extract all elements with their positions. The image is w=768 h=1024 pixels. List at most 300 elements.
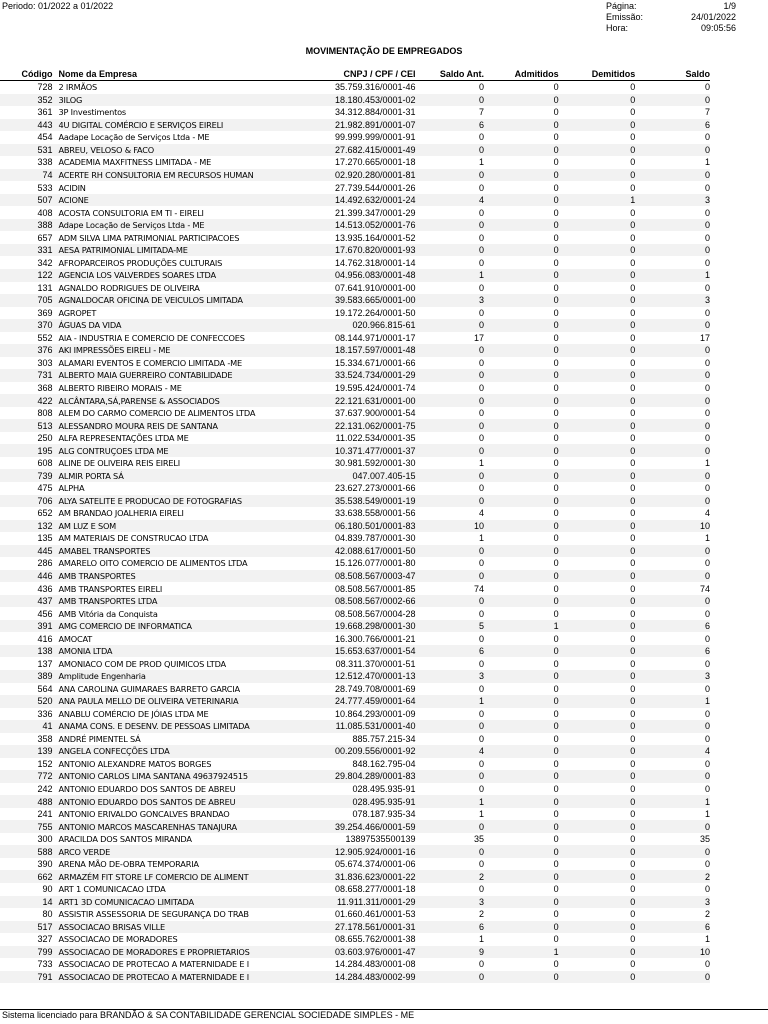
table-row (0, 457, 710, 470)
table-row (0, 294, 710, 307)
cell-code: 137 (37, 658, 53, 669)
cell-prev-balance: 0 (479, 82, 485, 93)
cell-balance: 0 (704, 558, 710, 569)
cell-code: 416 (37, 633, 53, 644)
cell-company: ALINE DE OLIVEIRA REIS EIRELI (58, 458, 180, 469)
table-row (0, 444, 710, 457)
cell-cnpj: 02.920.280/0001-81 (301, 169, 422, 182)
table-row (0, 244, 710, 257)
col-header-company: Nome da Empresa (58, 68, 300, 81)
cell-balance: 0 (704, 408, 710, 419)
cell-code: 739 (0, 469, 58, 482)
cell-balance: 6 (635, 921, 710, 934)
table-body (0, 81, 710, 984)
cell-company: ART 1 COMUNICACAO LTDA (58, 884, 166, 895)
cell-balance: 0 (635, 570, 710, 583)
cell-company: ALYA SATELITE E PRODUCAO DE FOTOGRAFIAS (58, 495, 300, 508)
table-row (0, 708, 710, 721)
cell-code: 388 (0, 219, 58, 232)
cell-code: 195 (0, 444, 58, 457)
cell-dismissed: 0 (630, 508, 636, 519)
cell-dismissed: 0 (559, 896, 636, 909)
cell-code: 361 (37, 107, 53, 118)
cell-prev-balance: 0 (479, 483, 485, 494)
table-row (0, 206, 710, 219)
cell-company: ALMIR PORTA SÁ (58, 469, 300, 482)
cell-prev-balance: 1 (422, 269, 485, 282)
cell-code: 520 (0, 695, 58, 708)
cell-cnpj: 020.966.815-61 (301, 319, 422, 332)
table-row (0, 382, 710, 395)
table-row (0, 369, 710, 382)
table-row (0, 570, 710, 583)
cell-code: 488 (0, 795, 58, 808)
cell-code: 352 (0, 94, 58, 107)
cell-company: AGENCIA LOS VALVERDES SOARES LTDA (58, 269, 300, 282)
cell-cnpj: 078.187.935-34 (352, 809, 416, 820)
cell-prev-balance: 6 (422, 119, 485, 132)
cell-cnpj: 11.911.311/0001-29 (301, 896, 422, 909)
cell-admitted: 0 (484, 921, 559, 934)
table-row (0, 169, 710, 182)
cell-dismissed: 0 (559, 520, 636, 533)
cell-prev-balance: 0 (422, 545, 485, 558)
table-row (0, 219, 710, 232)
cell-prev-balance: 6 (422, 921, 485, 934)
cell-cnpj: 35.759.316/0001-46 (334, 82, 416, 93)
cell-company: 2 IRMÃOS (58, 82, 97, 93)
cell-balance: 0 (704, 859, 710, 870)
cell-prev-balance: 0 (479, 232, 485, 243)
cell-dismissed: 0 (559, 294, 636, 307)
cell-admitted: 1 (484, 946, 559, 959)
table-row (0, 307, 710, 320)
cell-balance: 0 (704, 784, 710, 795)
table-row (0, 582, 710, 595)
cell-company: AM BRANDAO JOALHERIA EIRELI (58, 508, 184, 519)
cell-admitted: 0 (553, 834, 559, 845)
col-header-code: Código (0, 68, 58, 81)
cell-dismissed: 0 (559, 570, 636, 583)
cell-code: 135 (37, 533, 53, 544)
cell-code: 507 (0, 194, 58, 207)
cell-company: ALBERTO MAIA GUERREIRO CONTABILIDADE (58, 369, 300, 382)
cell-prev-balance: 1 (479, 157, 485, 168)
cell-balance: 0 (635, 344, 710, 357)
cell-balance: 0 (704, 383, 710, 394)
cell-admitted: 0 (553, 458, 559, 469)
cell-admitted: 0 (553, 357, 559, 368)
table-row (0, 858, 710, 871)
report-meta (606, 1, 736, 34)
cell-prev-balance: 0 (479, 132, 485, 143)
table-row (0, 870, 710, 883)
cell-prev-balance: 0 (422, 144, 485, 157)
cell-balance: 3 (635, 670, 710, 683)
cell-prev-balance: 0 (479, 959, 485, 970)
cell-admitted: 0 (484, 294, 559, 307)
cell-dismissed: 0 (630, 383, 636, 394)
cell-dismissed: 0 (559, 795, 636, 808)
table-row (0, 432, 710, 445)
cell-balance: 0 (704, 433, 710, 444)
cell-balance: 2 (635, 870, 710, 883)
cell-balance: 0 (635, 219, 710, 232)
cell-company: AM MATERIAIS DE CONSTRUCAO LTDA (58, 533, 209, 544)
cell-prev-balance: 0 (479, 658, 485, 669)
cell-dismissed: 0 (559, 94, 636, 107)
cell-dismissed: 0 (559, 219, 636, 232)
cell-dismissed: 0 (630, 483, 636, 494)
time-value: 09:05:56 (700, 23, 736, 33)
cell-admitted: 0 (553, 483, 559, 494)
cell-code: 336 (37, 708, 53, 719)
cell-prev-balance: 0 (479, 357, 485, 368)
cell-admitted: 0 (553, 959, 559, 970)
cell-code: 74 (0, 169, 58, 182)
cell-company: AESA PATRIMONIAL LIMITADA-ME (58, 244, 300, 257)
cell-code: 475 (37, 483, 53, 494)
cell-prev-balance: 0 (479, 733, 485, 744)
cell-dismissed: 0 (630, 232, 636, 243)
issue-date: 24/01/2022 (690, 12, 736, 22)
cell-balance: 7 (704, 107, 710, 118)
cell-balance: 0 (635, 444, 710, 457)
cell-cnpj: 27.682.415/0001-49 (301, 144, 422, 157)
cell-admitted: 0 (553, 232, 559, 243)
cell-code: 446 (0, 570, 58, 583)
table-row (0, 745, 710, 758)
cell-balance: 1 (704, 809, 710, 820)
table-row (0, 758, 710, 771)
cell-prev-balance: 0 (479, 608, 485, 619)
cell-balance: 0 (635, 720, 710, 733)
cell-prev-balance: 0 (479, 257, 485, 268)
table-row (0, 231, 710, 244)
table-row (0, 131, 710, 144)
cell-dismissed: 0 (630, 784, 636, 795)
cell-admitted: 0 (484, 695, 559, 708)
cell-company: ALEM DO CARMO COMERCIO DE ALIMENTOS LTDA (58, 408, 256, 419)
cell-prev-balance: 10 (422, 520, 485, 533)
cell-cnpj: 885.757.215-34 (352, 733, 416, 744)
table-row (0, 683, 710, 696)
cell-admitted: 0 (484, 419, 559, 432)
cell-code: 138 (0, 645, 58, 658)
cell-admitted: 0 (484, 144, 559, 157)
cell-cnpj: 15.126.077/0001-80 (334, 558, 416, 569)
cell-admitted: 0 (553, 332, 559, 343)
table-row (0, 394, 710, 407)
cell-company: ARCO VERDE (58, 845, 300, 858)
cell-balance: 0 (635, 495, 710, 508)
cell-code: 517 (0, 921, 58, 934)
cell-code: 408 (37, 207, 53, 218)
cell-dismissed: 0 (559, 770, 636, 783)
cell-company: ARENA MÃO DE-OBRA TEMPORARIA (58, 859, 199, 870)
table-header-row (0, 68, 710, 81)
cell-code: 41 (0, 720, 58, 733)
cell-admitted: 0 (553, 207, 559, 218)
cell-dismissed: 0 (630, 959, 636, 970)
col-header-balance: Saldo (635, 68, 710, 81)
cell-admitted: 0 (553, 909, 559, 920)
cell-cnpj: 01.660.461/0001-53 (334, 909, 416, 920)
cell-dismissed: 0 (630, 608, 636, 619)
table-row (0, 256, 710, 269)
cell-code: 376 (0, 344, 58, 357)
cell-cnpj: 42.088.617/0001-50 (301, 545, 422, 558)
table-row (0, 144, 710, 157)
cell-dismissed: 0 (630, 909, 636, 920)
cell-balance: 0 (635, 319, 710, 332)
cell-balance: 6 (635, 119, 710, 132)
cell-admitted: 0 (484, 795, 559, 808)
cell-code: 14 (0, 896, 58, 909)
cell-prev-balance: 3 (422, 670, 485, 683)
cell-dismissed: 0 (630, 884, 636, 895)
cell-company: ANTONIO EDUARDO DOS SANTOS DE ABREU (58, 784, 236, 795)
cell-prev-balance: 0 (479, 758, 485, 769)
cell-prev-balance: 0 (479, 884, 485, 895)
cell-balance: 0 (635, 244, 710, 257)
cell-admitted: 1 (484, 620, 559, 633)
cell-code: 662 (0, 870, 58, 883)
cell-code: 369 (37, 307, 53, 318)
cell-prev-balance: 4 (479, 508, 485, 519)
cell-dismissed: 0 (559, 971, 636, 984)
cell-prev-balance: 3 (422, 294, 485, 307)
cell-company: ACOSTA CONSULTORIA EM TI - EIRELI (58, 207, 204, 218)
cell-balance: 0 (704, 257, 710, 268)
cell-dismissed: 0 (559, 921, 636, 934)
cell-code: 731 (0, 369, 58, 382)
table-row (0, 733, 710, 746)
cell-company: 3ILOG (58, 94, 300, 107)
cell-company: AMB Vitória da Conquista (58, 608, 158, 619)
cell-company: Aadape Locação de Serviços Ltda - ME (58, 132, 210, 143)
cell-dismissed: 0 (559, 670, 636, 683)
cell-dismissed: 0 (559, 244, 636, 257)
cell-admitted: 0 (553, 758, 559, 769)
cell-code: 456 (37, 608, 53, 619)
cell-dismissed: 0 (630, 107, 636, 118)
table-row (0, 282, 710, 295)
cell-company: AMONIACO COM DE PROD QUIMICOS LTDA (58, 658, 226, 669)
cell-dismissed: 0 (630, 633, 636, 644)
cell-cnpj: 08.144.971/0001-17 (334, 332, 416, 343)
cell-balance: 1 (635, 269, 710, 282)
cell-dismissed: 0 (559, 720, 636, 733)
cell-cnpj: 29.804.289/0001-83 (301, 770, 422, 783)
cell-prev-balance: 0 (422, 720, 485, 733)
cell-dismissed: 0 (630, 758, 636, 769)
cell-dismissed: 0 (559, 745, 636, 758)
cell-admitted: 0 (484, 745, 559, 758)
cell-code: 331 (0, 244, 58, 257)
cell-code: 772 (0, 770, 58, 783)
cell-prev-balance: 7 (479, 107, 485, 118)
cell-company: AMB TRANSPORTES (58, 570, 300, 583)
table-row (0, 332, 710, 345)
cell-company: AIA - INDUSTRIA E COMERCIO DE CONFECCOES (58, 332, 245, 343)
cell-company: AMB TRANSPORTES EIRELI (58, 583, 163, 594)
cell-balance: 0 (704, 884, 710, 895)
cell-prev-balance: 1 (422, 795, 485, 808)
cell-dismissed: 0 (630, 934, 636, 945)
cell-code: 90 (42, 884, 53, 895)
cell-company: ALFA REPRESENTAÇÕES LTDA ME (58, 433, 189, 444)
table-row (0, 670, 710, 683)
cell-company: ANTONIO CARLOS LIMA SANTANA 49637924515 (58, 770, 300, 783)
cell-cnpj: 12.512.470/0001-13 (301, 670, 422, 683)
cell-company: ABREU, VELOSO & FACO (58, 144, 300, 157)
employee-movement-table (0, 68, 710, 983)
cell-cnpj: 08.508.567/0002-66 (301, 595, 422, 608)
cell-balance: 3 (635, 294, 710, 307)
cell-code: 152 (37, 758, 53, 769)
cell-company: ASSISTIR ASSESSORIA DE SEGURANÇA DO TRAB (58, 909, 249, 920)
cell-admitted: 0 (484, 495, 559, 508)
cell-prev-balance: 0 (479, 784, 485, 795)
cell-company: ARACILDA DOS SANTOS MIRANDA (58, 834, 192, 845)
cell-prev-balance: 0 (479, 207, 485, 218)
cell-cnpj: 047.007.405-15 (301, 469, 422, 482)
cell-balance: 0 (635, 845, 710, 858)
cell-admitted: 0 (484, 194, 559, 207)
cell-company: ANTONIO MARCOS MASCARENHAS TANAJURA (58, 820, 300, 833)
cell-dismissed: 0 (630, 558, 636, 569)
page-value: 1/9 (723, 1, 736, 11)
cell-dismissed: 0 (630, 307, 636, 318)
cell-admitted: 0 (553, 282, 559, 293)
table-row (0, 357, 710, 370)
cell-code: 390 (37, 859, 53, 870)
cell-admitted: 0 (553, 182, 559, 193)
cell-company: ALAMARI EVENTOS E COMERCIO LIMITADA -ME (58, 357, 242, 368)
cell-admitted: 0 (484, 545, 559, 558)
cell-dismissed: 0 (559, 469, 636, 482)
cell-balance: 0 (635, 94, 710, 107)
cell-dismissed: 0 (630, 182, 636, 193)
cell-cnpj: 35.538.549/0001-19 (301, 495, 422, 508)
cell-cnpj: 028.495.935-91 (301, 795, 422, 808)
cell-dismissed: 0 (630, 433, 636, 444)
cell-company: ACIDIN (58, 182, 86, 193)
cell-cnpj: 10.864.293/0001-09 (334, 708, 416, 719)
cell-company: ANA CAROLINA GUIMARAES BARRETO GARCIA (58, 683, 240, 694)
cell-admitted: 0 (553, 157, 559, 168)
cell-balance: 0 (704, 182, 710, 193)
cell-balance: 0 (635, 595, 710, 608)
cell-cnpj: 27.178.561/0001-31 (301, 921, 422, 934)
cell-code: 705 (0, 294, 58, 307)
cell-cnpj: 05.674.374/0001-06 (334, 859, 416, 870)
cell-balance: 4 (635, 745, 710, 758)
cell-prev-balance: 0 (422, 394, 485, 407)
cell-balance: 4 (704, 508, 710, 519)
cell-dismissed: 0 (559, 319, 636, 332)
table-row (0, 495, 710, 508)
cell-prev-balance: 2 (422, 870, 485, 883)
cell-cnpj: 15.334.671/0001-66 (334, 357, 416, 368)
table-row (0, 106, 710, 119)
cell-balance: 6 (635, 645, 710, 658)
cell-admitted: 0 (553, 408, 559, 419)
table-row (0, 344, 710, 357)
cell-prev-balance: 0 (422, 495, 485, 508)
cell-dismissed: 0 (630, 282, 636, 293)
cell-dismissed: 0 (630, 157, 636, 168)
cell-code: 588 (0, 845, 58, 858)
cell-admitted: 0 (484, 169, 559, 182)
cell-dismissed: 0 (630, 708, 636, 719)
cell-prev-balance: 4 (422, 745, 485, 758)
cell-prev-balance: 74 (474, 583, 485, 594)
col-header-dismissed: Demitidos (559, 68, 636, 81)
table-row (0, 507, 710, 520)
cell-admitted: 0 (484, 219, 559, 232)
cell-code: 80 (42, 909, 53, 920)
cell-cnpj: 03.603.976/0001-47 (301, 946, 422, 959)
cell-cnpj: 11.085.531/0001-40 (301, 720, 422, 733)
page-label: Página: (606, 1, 637, 11)
table-row (0, 632, 710, 645)
cell-dismissed: 0 (559, 419, 636, 432)
cell-prev-balance: 0 (422, 319, 485, 332)
cell-company: ÁGUAS DA VIDA (58, 319, 300, 332)
cell-dismissed: 0 (630, 332, 636, 343)
cell-admitted: 0 (484, 394, 559, 407)
cell-code: 303 (37, 357, 53, 368)
table-row (0, 557, 710, 570)
cell-company: ADM SILVA LIMA PATRIMONIAL PARTICIPACOES (58, 232, 240, 243)
table-row (0, 407, 710, 420)
table-row (0, 908, 710, 921)
cell-company: AMOCAT (58, 633, 93, 644)
cell-code: 728 (37, 82, 53, 93)
table-row (0, 319, 710, 332)
cell-company: ACADEMIA MAXFITNESS LIMITADA - ME (58, 157, 212, 168)
cell-cnpj: 18.157.597/0001-48 (301, 344, 422, 357)
cell-cnpj: 19.668.298/0001-30 (301, 620, 422, 633)
cell-cnpj: 08.311.370/0001-51 (335, 658, 416, 669)
cell-company: ALPHA (58, 483, 85, 494)
cell-prev-balance: 17 (474, 332, 485, 343)
cell-cnpj: 31.836.623/0001-22 (301, 870, 422, 883)
cell-prev-balance: 1 (479, 533, 485, 544)
cell-admitted: 0 (484, 119, 559, 132)
cell-prev-balance: 0 (422, 369, 485, 382)
cell-cnpj: 37.637.900/0001-54 (334, 408, 416, 419)
cell-prev-balance: 0 (479, 408, 485, 419)
cell-balance: 1 (635, 695, 710, 708)
cell-admitted: 0 (553, 132, 559, 143)
cell-prev-balance: 1 (479, 809, 485, 820)
cell-prev-balance: 0 (422, 344, 485, 357)
cell-company: ALCÂNTARA,SÁ,PARENSE & ASSOCIADOS (58, 394, 300, 407)
cell-admitted: 0 (484, 469, 559, 482)
cell-prev-balance: 3 (422, 896, 485, 909)
cell-code: 391 (0, 620, 58, 633)
cell-company: ARMAZÉM FIT STORE LF COMERCIO DE ALIMENT (58, 870, 300, 883)
cell-company: AGROPET (58, 307, 97, 318)
table-row (0, 933, 710, 946)
table-row (0, 119, 710, 132)
cell-cnpj: 848.162.795-04 (352, 758, 416, 769)
table-row (0, 808, 710, 821)
cell-dismissed: 0 (559, 845, 636, 858)
